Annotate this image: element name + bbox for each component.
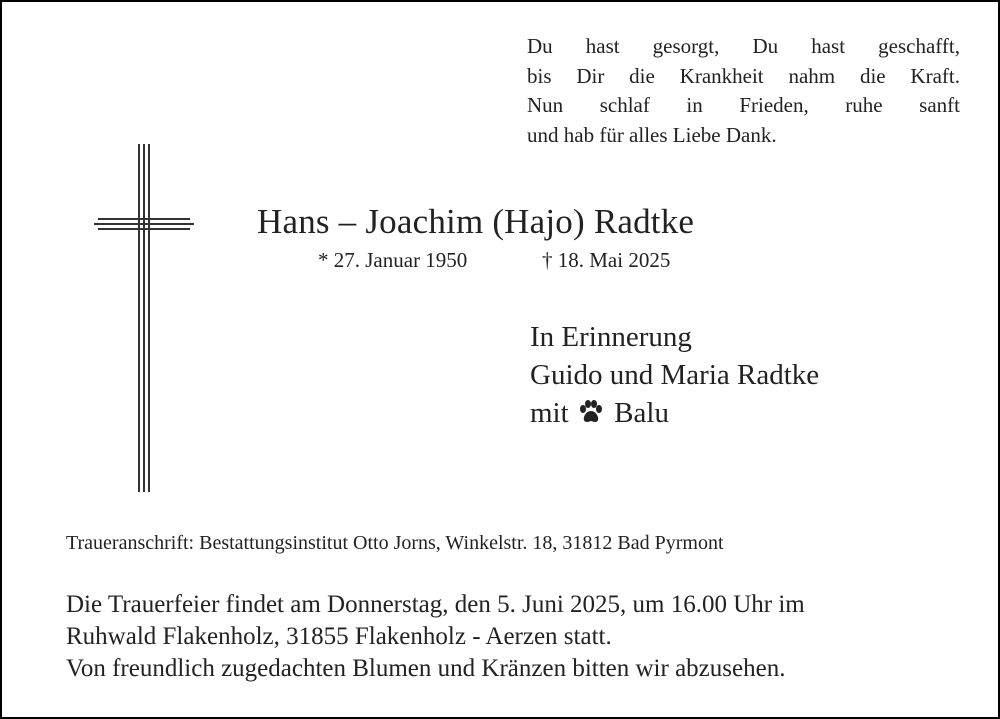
ceremony-line: Ruhwald Flakenholz, 31855 Flakenholz - Aerzen statt. xyxy=(66,623,612,650)
mourning-address: Traueranschrift: Bestattungsinstitut Otto Jorns, Winkelstr. 18, 31812 Bad Pyrmont xyxy=(66,532,724,554)
verse-line: Du hast gesorgt, Du hast geschafft, xyxy=(527,34,960,58)
verse-line: bis Dir die Krankheit nahm die Kraft. xyxy=(527,63,960,88)
pet-name: Balu xyxy=(614,397,669,429)
pet-line-prefix: mit xyxy=(530,397,569,429)
deceased-name: Hans – Joachim (Hajo) Radtke xyxy=(257,202,695,241)
ceremony-line: Die Trauerfeier findet am Donnerstag, den 5. Juni 2025, um 16.00 Uhr im xyxy=(66,591,805,618)
memorial-verse xyxy=(527,32,960,150)
paw-icon xyxy=(578,399,604,425)
pet-line xyxy=(530,394,819,432)
in-memory-heading: In Erinnerung xyxy=(530,321,692,353)
mourners-names: Guido und Maria Radtke xyxy=(530,359,820,391)
verse-line: Nun schlaf in Frieden, ruhe sanft xyxy=(527,93,960,117)
latin-cross-icon xyxy=(92,144,197,492)
ceremony-info xyxy=(66,589,946,685)
death-date: † 18. Mai 2025 xyxy=(542,248,671,272)
verse-line: und hab für alles Liebe Dank. xyxy=(527,122,777,147)
ceremony-line: Von freundlich zugedachten Blumen und Kränzen bitten wir abzusehen. xyxy=(66,655,786,682)
birth-date: * 27. Januar 1950 xyxy=(318,248,468,272)
in-memory-block xyxy=(530,318,819,432)
